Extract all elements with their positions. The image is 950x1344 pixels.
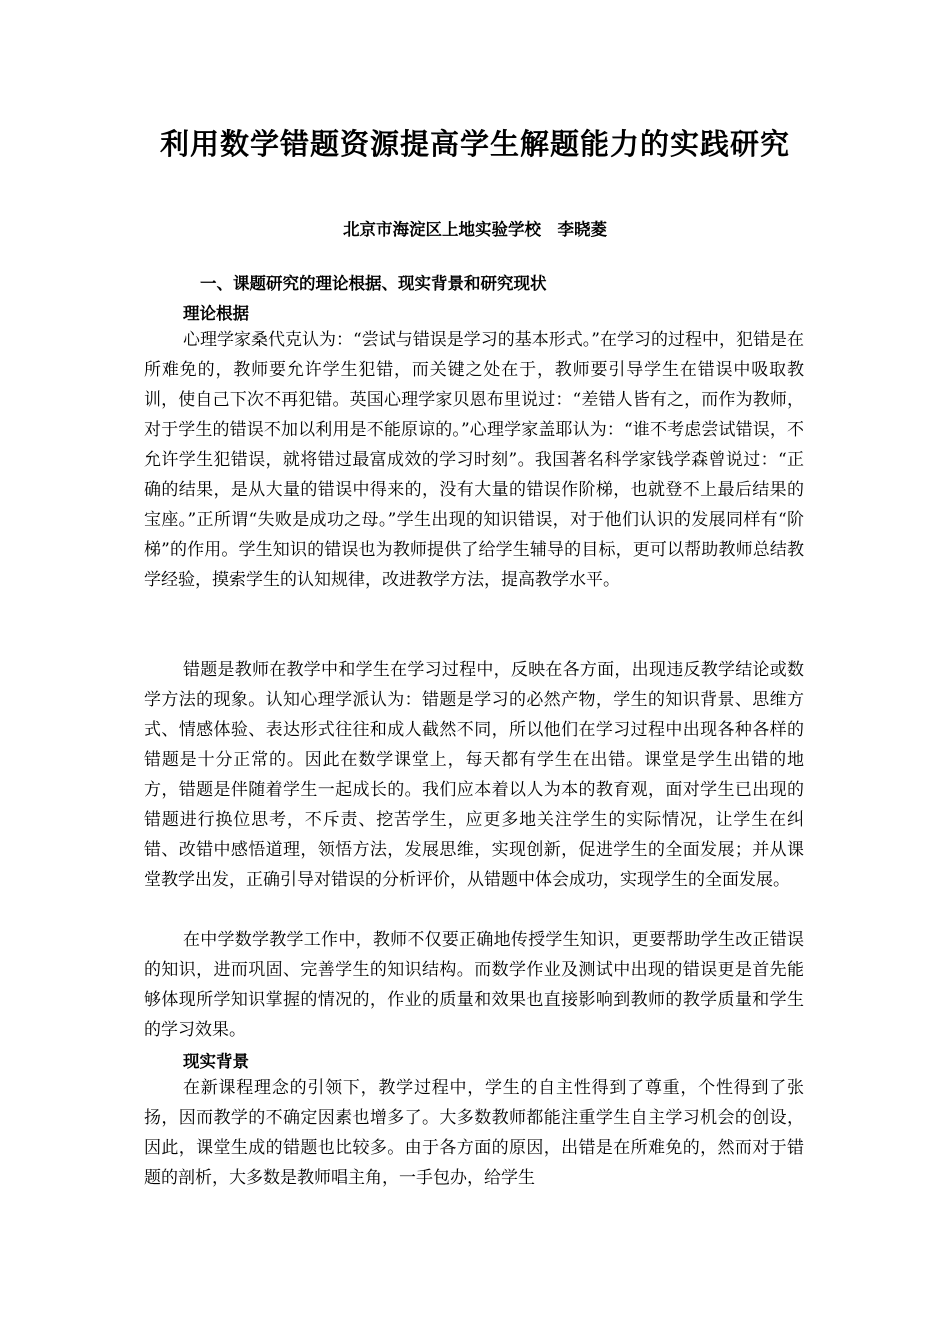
paragraph-theory-3: 在中学数学教学工作中，教师不仅要正确地传授学生知识，更要帮助学生改正错误的知识，进而巩固、完善学生的知识结构。而数学作业及测试中出现的错误更是首先能够体现所学知识掌握的情况的，作业的质量和效果也直接影响到教师的教学质量和学生的学习效果。 xyxy=(144,930,804,1040)
paragraph-background-1: 在新课程理念的引领下，教学过程中，学生的自主性得到了尊重，个性得到了张扬，因而教学的不确定因素也增多了。大多数教师都能注重学生自主学习机会的创设，因此，课堂生成的错题也比较多。由于各方面的原因，出错是在所难免的，然而对于错题的剖析，大多数是教师唱主角，一手包办，给学生 xyxy=(144,1078,804,1188)
document-title: 利用数学错题资源提高学生解题能力的实践研究 xyxy=(159,127,790,161)
author-line: 北京市海淀区上地实验学校 李晓菱 xyxy=(343,220,607,239)
paragraph-theory-1: 心理学家桑代克认为：“尝试与错误是学习的基本形式。”在学习的过程中，犯错是在所难免的，教师要允许学生犯错，而关键之处在于，教师要引导学生在错误中吸取教训，使自己下次不再犯错。英国心理学家贝恩布里说过：“差错人皆有之，而作为教师，对于学生的错误不加以利用是不能原谅的。”心理学家盖耶认为：“谁不考虑尝试错误，不允许学生犯错误，就将错过最富成效的学习时刻”。我国著名科学家钱学森曾说过：“正确的结果，是从大量的错误中得来的，没有大量的错误作阶梯，也就登不上最后结果的宝座。”正所谓“失败是成功之母。”学生出现的知识错误，对于他们认识的发展同样有“阶梯”的作用。学生知识的错误也为教师提供了给学生辅导的目标，更可以帮助教师总结教学经验，摸索学生的认知规律，改进教学方法，提高教学水平。 xyxy=(144,330,804,590)
section-heading: 一、课题研究的理论根据、现实背景和研究现状 xyxy=(200,274,547,293)
subheading-background: 现实背景 xyxy=(183,1052,249,1071)
paragraph-theory-2: 错题是教师在教学中和学生在学习过程中，反映在各方面，出现违反教学结论或数学方法的现象。认知心理学派认为：错题是学习的必然产物，学生的知识背景、思维方式、情感体验、表达形式往往和成人截然不同，所以他们在学习过程中出现各种各样的错题是十分正常的。因此在数学课堂上，每天都有学生在出错。课堂是学生出错的地方，错题是伴随着学生一起成长的。我们应本着以人为本的教育观，面对学生已出现的错题进行换位思考，不斥责、挖苦学生，应更多地关注学生的实际情况，让学生在纠错、改错中感悟道理，领悟方法，发展思维，实现创新，促进学生的全面发展；并从课堂教学出发，正确引导对错误的分析评价，从错题中体会成功，实现学生的全面发展。 xyxy=(144,660,804,890)
subheading-theory: 理论根据 xyxy=(183,304,249,323)
